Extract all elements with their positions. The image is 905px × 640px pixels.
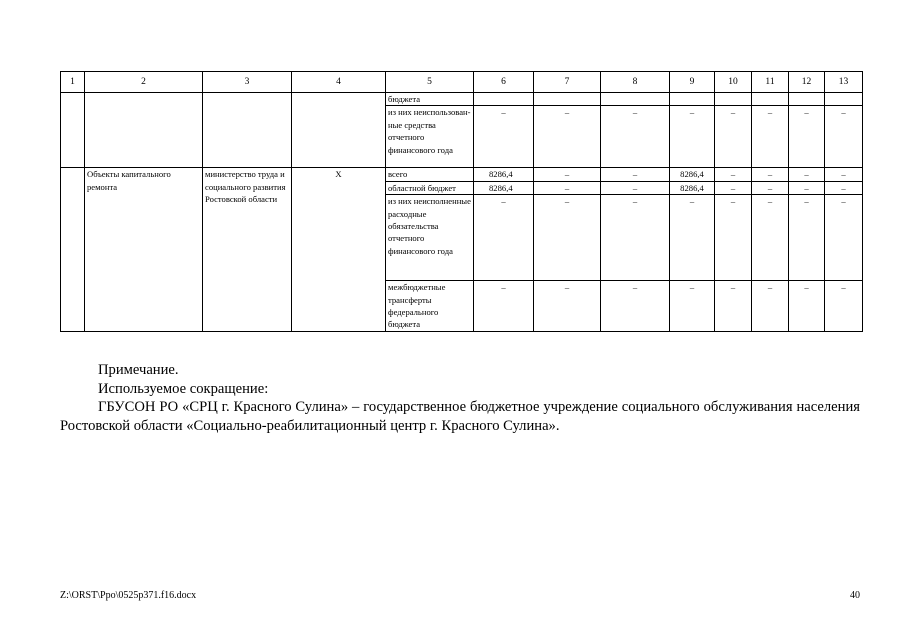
cell-col2 — [85, 93, 203, 168]
value-cell: 8286,4 — [474, 168, 534, 181]
row-label: межбюджетные трансферты федерального бюджета — [386, 281, 474, 332]
col4-mark: Х — [292, 168, 386, 331]
column-header: 13 — [825, 72, 863, 93]
value-cell: – — [715, 181, 752, 194]
value-cell: – — [789, 181, 825, 194]
value-cell: – — [670, 195, 715, 281]
value-cell: – — [789, 106, 825, 168]
row-label: областной бюджет — [386, 181, 474, 194]
row-label: из них неисполненные расходные обязательства отчетного финансового года — [386, 195, 474, 281]
note-text: ГБУСОН РО «СРЦ г. Красного Сулина» – государственное бюджетное учреждение социального обслуживания населения Ростовской области «Социально-реабилитационный центр г. Красного Сулина». — [60, 399, 860, 434]
header-row — [61, 72, 863, 93]
value-cell: – — [715, 195, 752, 281]
budget-table — [60, 71, 863, 332]
cell-col4 — [292, 93, 386, 168]
column-header: 12 — [789, 72, 825, 93]
value-cell: – — [752, 195, 789, 281]
value-cell: – — [534, 181, 601, 194]
object-name: Объекты капитального ремонта — [85, 168, 203, 331]
value-cell — [789, 93, 825, 106]
value-cell: 8286,4 — [670, 181, 715, 194]
value-cell — [715, 93, 752, 106]
value-cell: – — [601, 181, 670, 194]
table-row — [61, 93, 863, 106]
value-cell: – — [789, 281, 825, 332]
value-cell: – — [715, 106, 752, 168]
notes-section — [60, 361, 860, 435]
value-cell: – — [752, 281, 789, 332]
value-cell — [825, 93, 863, 106]
cell-col3 — [203, 93, 292, 168]
column-header: 4 — [292, 72, 386, 93]
value-cell: – — [601, 195, 670, 281]
value-cell: – — [715, 168, 752, 181]
value-cell — [601, 93, 670, 106]
value-cell: – — [601, 281, 670, 332]
responsible-body: министерство труда и социального развития Ростовской области — [203, 168, 292, 331]
value-cell — [534, 93, 601, 106]
column-header: 8 — [601, 72, 670, 93]
value-cell: – — [474, 195, 534, 281]
note-subtitle: Используемое сокращение: — [98, 380, 269, 397]
value-cell — [474, 93, 534, 106]
value-cell — [670, 93, 715, 106]
value-cell: – — [534, 195, 601, 281]
value-cell: – — [670, 281, 715, 332]
value-cell — [752, 93, 789, 106]
column-header: 5 — [386, 72, 474, 93]
page-number: 40 — [850, 590, 860, 601]
column-header: 1 — [61, 72, 85, 93]
cell-col1 — [61, 93, 85, 168]
value-cell: – — [752, 168, 789, 181]
value-cell: – — [715, 281, 752, 332]
value-cell: – — [825, 195, 863, 281]
column-header: 10 — [715, 72, 752, 93]
column-header: 2 — [85, 72, 203, 93]
value-cell: – — [601, 168, 670, 181]
value-cell: – — [752, 106, 789, 168]
row-label: всего — [386, 168, 474, 181]
value-cell: 8286,4 — [474, 181, 534, 194]
note-title: Примечание. — [98, 362, 179, 378]
value-cell: – — [670, 106, 715, 168]
row-label: из них неиспользован-ные средства отчетного финансового года — [386, 106, 474, 168]
value-cell: – — [474, 281, 534, 332]
table-row — [61, 168, 863, 181]
value-cell: – — [752, 181, 789, 194]
value-cell: – — [474, 106, 534, 168]
column-header: 6 — [474, 72, 534, 93]
column-header: 9 — [670, 72, 715, 93]
value-cell: – — [825, 281, 863, 332]
footer-file-path: Z:\ORST\Ppo\0525p371.f16.docx — [60, 590, 197, 601]
value-cell: – — [789, 168, 825, 181]
value-cell: – — [789, 195, 825, 281]
value-cell: – — [534, 168, 601, 181]
value-cell: – — [825, 168, 863, 181]
value-cell: – — [534, 281, 601, 332]
column-header: 3 — [203, 72, 292, 93]
value-cell: – — [825, 106, 863, 168]
column-header: 7 — [534, 72, 601, 93]
value-cell: – — [825, 181, 863, 194]
row-label: бюджета — [386, 93, 474, 106]
value-cell: 8286,4 — [670, 168, 715, 181]
column-header: 11 — [752, 72, 789, 93]
cell-col1 — [61, 168, 85, 331]
value-cell: – — [601, 106, 670, 168]
value-cell: – — [534, 106, 601, 168]
